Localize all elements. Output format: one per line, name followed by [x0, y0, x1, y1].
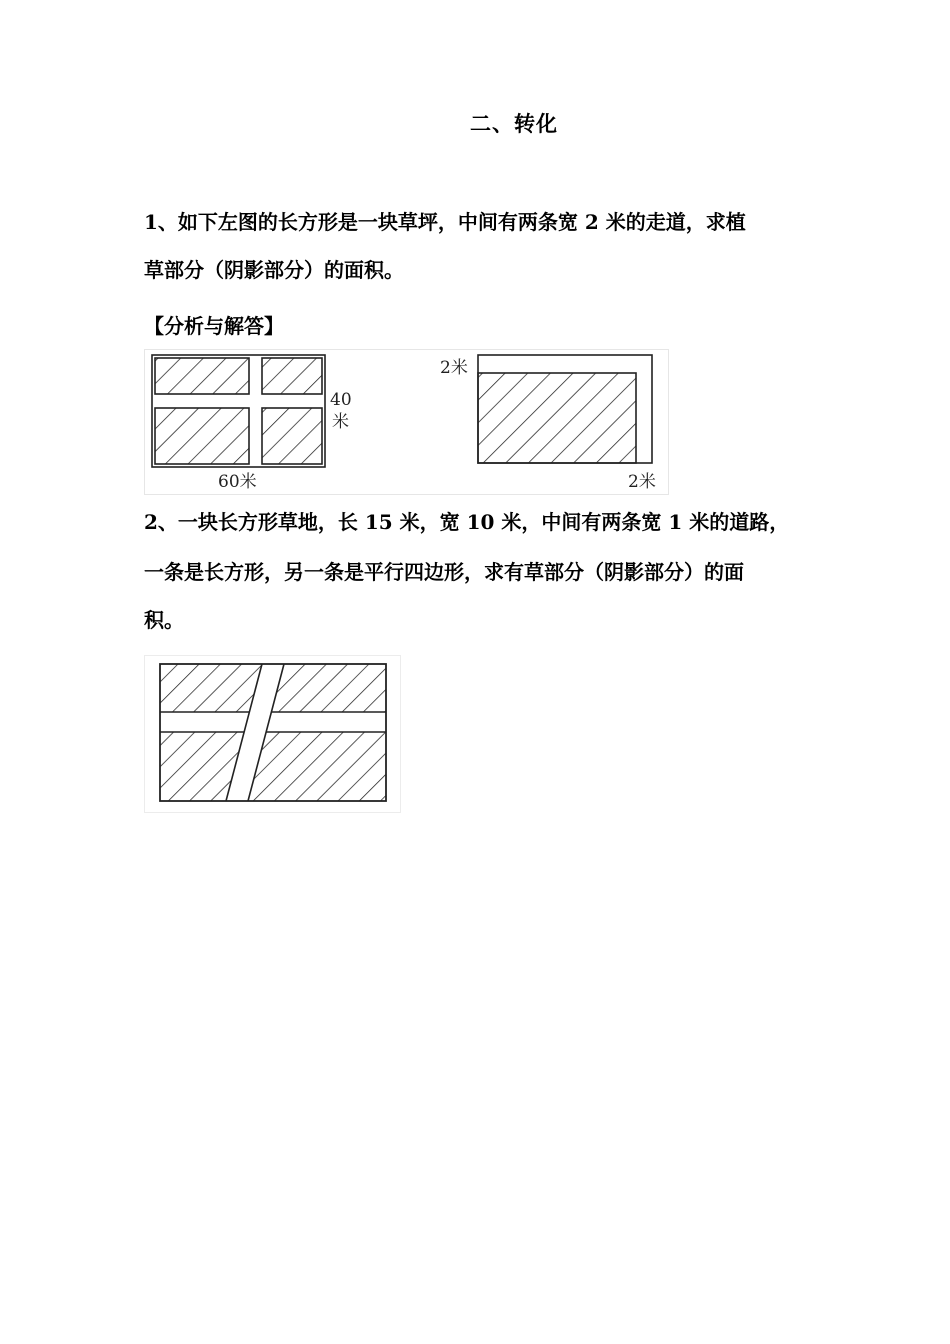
right-path-width-label: 2米	[628, 472, 656, 492]
problem2-line1: 2、一块长方形草地，长 15 米，宽 10 米，中间有两条宽 1 米的道路，	[144, 510, 790, 534]
height-label-number: 40	[330, 390, 352, 410]
left-lawn-diagram	[152, 355, 352, 492]
analysis-heading: 【分析与解答】	[144, 314, 284, 338]
top-path-width-label: 2米	[440, 358, 468, 378]
section-title: 二、转化	[470, 111, 558, 136]
problem1-line1: 1、如下左图的长方形是一块草坪，中间有两条宽 2 米的走道，求植	[144, 210, 746, 234]
problem2-line2: 一条是长方形，另一条是平行四边形，求有草部分（阴影部分）的面	[144, 560, 744, 584]
width-label: 60米	[218, 472, 257, 492]
hatched-plot-bottom-left	[155, 408, 249, 464]
hatched-plot-bottom-right	[262, 408, 322, 464]
right-transformed-diagram	[440, 355, 656, 492]
problem2-line3: 积。	[144, 608, 184, 632]
hatched-combined-plot	[478, 373, 636, 463]
rectangular-road	[154, 712, 394, 732]
problem1-line2: 草部分（阴影部分）的面积。	[144, 258, 404, 282]
hatched-plot-top-right	[262, 358, 322, 394]
hatched-plot-top-left	[155, 358, 249, 394]
height-label-unit: 米	[332, 412, 349, 432]
figure-lawn-paths	[144, 349, 669, 495]
figure-grass-field-roads	[144, 655, 401, 813]
